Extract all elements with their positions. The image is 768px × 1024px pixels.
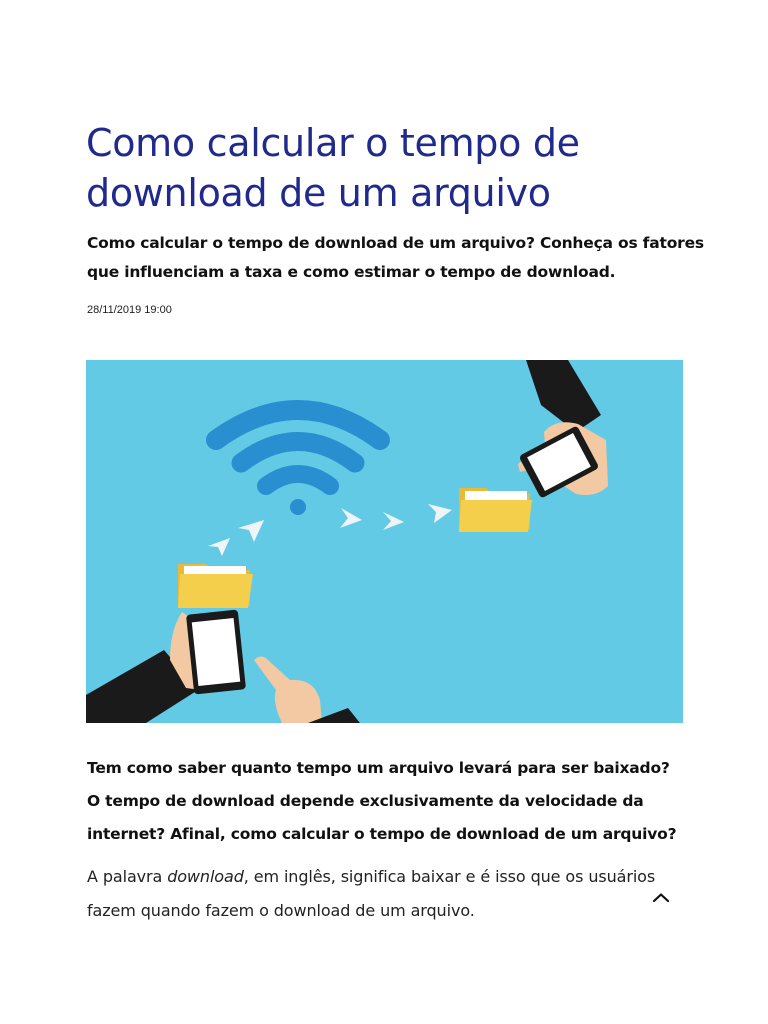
article-title: Como calcular o tempo de download de um arquivo: [86, 121, 580, 215]
article-body: [87, 860, 687, 928]
body-text-suffix: , em inglês, significa baixar e é isso que os usuários fazem quando fazem o download de um arquivo.: [87, 867, 656, 920]
body-text-emphasis: download: [167, 867, 244, 886]
folder-icon: [178, 564, 253, 608]
publish-date: 28/11/2019 19:00: [87, 304, 172, 316]
article-lead: Tem como saber quanto tempo um arquivo levará para ser baixado? O tempo de download depende exclusivamente da velocidade da internet? Afinal, como calcular o tempo de download de um arquivo?: [87, 759, 677, 843]
folder-icon: [459, 488, 532, 532]
smartphone-icon: [186, 610, 246, 695]
scroll-to-top-button[interactable]: [648, 886, 674, 908]
chevron-up-icon: [652, 892, 670, 903]
article-subtitle: Como calcular o tempo de download de um arquivo? Conheça os fatores que influenciam a taxa e como estimar o tempo de download.: [87, 234, 704, 281]
body-text-prefix: A palavra: [87, 867, 168, 886]
hero-illustration: [86, 360, 683, 723]
